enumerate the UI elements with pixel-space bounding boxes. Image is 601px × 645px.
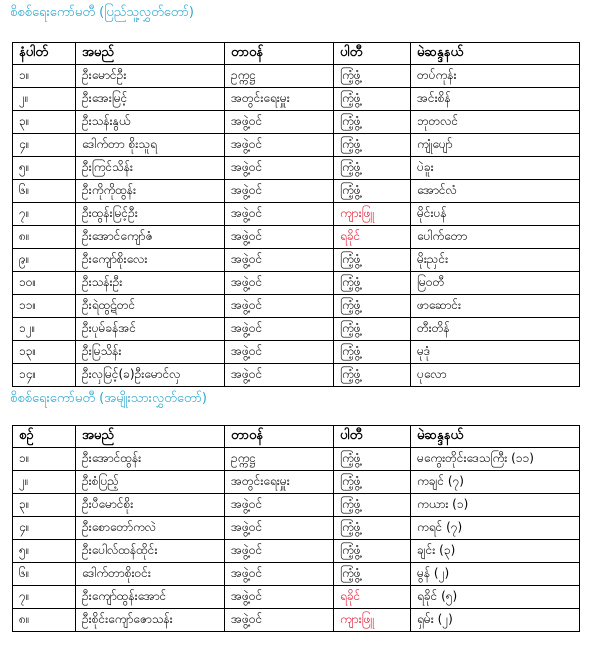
member-party: ကြံ့ဖွံ့: [334, 295, 411, 318]
member-party: ကြံ့ဖွံ့: [334, 272, 411, 295]
member-position: ဥက္ကဋ္ဌ: [225, 65, 334, 88]
column-header-number: နံပါတ်: [13, 43, 76, 65]
member-party: ကျားဖြူ: [334, 609, 411, 632]
member-position: အတွင်းရေးမှူး: [225, 88, 334, 111]
table-row: [13, 249, 580, 272]
member-constituency: ရခိုင် (၅): [411, 586, 580, 609]
member-constituency: မကွေးတိုင်းဒေသကြီး (၁၁): [411, 448, 580, 471]
member-name: ဦးပုမ်ခန်အင်: [76, 318, 225, 341]
table-row: [13, 88, 580, 111]
section-title-amyotha: စိစစ်ရေးကော်မတီ (အမျိုးသားလွှတ်တော်): [10, 391, 207, 406]
member-position: အဖွဲ့ဝင်: [225, 180, 334, 203]
member-name: ဦးအေးမြင့်: [76, 88, 225, 111]
row-number: ၆။: [13, 180, 76, 203]
column-header-constituency: မဲဆန္ဒနယ်: [411, 43, 580, 65]
row-number: ၅။: [13, 540, 76, 563]
row-number: ၁၂။: [13, 318, 76, 341]
member-name: ဦးပီမောင်စိုး: [76, 494, 225, 517]
member-party: ကြံ့ဖွံ့: [334, 448, 411, 471]
member-position: အဖွဲ့ဝင်: [225, 318, 334, 341]
member-constituency: မြဝတီ: [411, 272, 580, 295]
member-party: ကြံ့ဖွံ့: [334, 65, 411, 88]
table-row: [13, 134, 580, 157]
table-row: [13, 295, 580, 318]
member-constituency: တပ်ကုန်း: [411, 65, 580, 88]
row-number: ၃။: [13, 494, 76, 517]
member-position: အဖွဲ့ဝင်: [225, 226, 334, 249]
member-constituency: မိုးညှင်း: [411, 249, 580, 272]
member-party: ကြံ့ဖွံ့: [334, 318, 411, 341]
section-title-pyithu: စိစစ်ရေးကော်မတီ (ပြည်သူ့လွှတ်တော်): [10, 5, 194, 20]
member-constituency: ကရင် (၇): [411, 517, 580, 540]
member-party: ကြံ့ဖွံ့: [334, 180, 411, 203]
member-name: ဦးကျော်ထွန်းအောင်: [76, 586, 225, 609]
member-constituency: ပေါက်တော: [411, 226, 580, 249]
row-number: ၇။: [13, 203, 76, 226]
member-constituency: အောင်လံ: [411, 180, 580, 203]
member-party: ရခိုင်: [334, 226, 411, 249]
member-constituency: ပဲခူး: [411, 157, 580, 180]
row-number: ၁၄။: [13, 364, 76, 387]
member-name: ဦးကိုကိုထွန်း: [76, 180, 225, 203]
row-number: ၂။: [13, 88, 76, 111]
member-name: ဦးစံပြည့်: [76, 471, 225, 494]
row-number: ၈။: [13, 609, 76, 632]
column-header-number: စဉ်: [13, 426, 76, 448]
member-constituency: ကျုံပျော်: [411, 134, 580, 157]
table-row: [13, 203, 580, 226]
table-row: [13, 563, 580, 586]
member-party: ကြံ့ဖွံ့: [334, 88, 411, 111]
member-position: အဖွဲ့ဝင်: [225, 203, 334, 226]
row-number: ၄။: [13, 517, 76, 540]
member-constituency: ကချင် (၇): [411, 471, 580, 494]
member-constituency: မိုင်းပန်: [411, 203, 580, 226]
table-row: [13, 448, 580, 471]
member-constituency: ပုလော: [411, 364, 580, 387]
member-position: အဖွဲ့ဝင်: [225, 341, 334, 364]
table-row: [13, 471, 580, 494]
member-position: အတွင်းရေးမှူး: [225, 471, 334, 494]
column-header-position: တာဝန်: [225, 426, 334, 448]
member-name: ဦးထွန်းမြင့်ဦး: [76, 203, 225, 226]
table-row: [13, 540, 580, 563]
member-position: အဖွဲ့ဝင်: [225, 494, 334, 517]
member-party: ကြံ့ဖွံ့: [334, 471, 411, 494]
member-position: အဖွဲ့ဝင်: [225, 295, 334, 318]
row-number: ၁။: [13, 448, 76, 471]
column-header-party: ပါတီ: [334, 426, 411, 448]
row-number: ၁၃။: [13, 341, 76, 364]
member-name: ဦးလှမြင့်(ခ)ဦးမောင်လှ: [76, 364, 225, 387]
member-name: ဦးအောင်ထွန်း: [76, 448, 225, 471]
table-row: [13, 318, 580, 341]
table-row: [13, 180, 580, 203]
row-number: ၁၁။: [13, 295, 76, 318]
member-party: ကြံ့ဖွံ့: [334, 563, 411, 586]
member-name: ဦးမြသိန်း: [76, 341, 225, 364]
member-constituency: တီးတိန်: [411, 318, 580, 341]
row-number: ၈။: [13, 226, 76, 249]
table-row: [13, 586, 580, 609]
member-party: ကြံ့ဖွံ့: [334, 540, 411, 563]
column-header-position: တာဝန်: [225, 43, 334, 65]
member-name: ဦးပေါလ်ထန်ထိုင်း: [76, 540, 225, 563]
row-number: ၅။: [13, 157, 76, 180]
committee-table-pyithu: [12, 42, 580, 387]
column-header-name: အမည်: [76, 426, 225, 448]
member-position: အဖွဲ့ဝင်: [225, 111, 334, 134]
member-party: ကြံ့ဖွံ့: [334, 157, 411, 180]
table-header-row: [13, 43, 580, 65]
member-name: ဦးကြင်သိန်း: [76, 157, 225, 180]
table-row: [13, 111, 580, 134]
committee-table-amyotha: [12, 425, 580, 632]
row-number: ၁၀။: [13, 272, 76, 295]
member-position: အဖွဲ့ဝင်: [225, 134, 334, 157]
table-row: [13, 226, 580, 249]
table-header-row: [13, 426, 580, 448]
member-position: အဖွဲ့ဝင်: [225, 586, 334, 609]
member-name: ဒေါက်တာစိုးဝင်း: [76, 563, 225, 586]
row-number: ၇။: [13, 586, 76, 609]
member-party: ကြံ့ဖွံ့: [334, 111, 411, 134]
column-header-name: အမည်: [76, 43, 225, 65]
member-party: ကြံ့ဖွံ့: [334, 517, 411, 540]
table-row: [13, 494, 580, 517]
table-row: [13, 609, 580, 632]
member-constituency: အင်းစိန်: [411, 88, 580, 111]
table-row: [13, 272, 580, 295]
member-position: အဖွဲ့ဝင်: [225, 517, 334, 540]
member-name: ဦးစိုင်းကျော်ဇောသန်း: [76, 609, 225, 632]
member-party: ကျားဖြူ: [334, 203, 411, 226]
table-row: [13, 364, 580, 387]
row-number: ၆။: [13, 563, 76, 586]
member-party: ကြံ့ဖွံ့: [334, 341, 411, 364]
member-name: ဦးသန်းနွယ်: [76, 111, 225, 134]
table-row: [13, 341, 580, 364]
table-row: [13, 65, 580, 88]
row-number: ၃။: [13, 111, 76, 134]
member-name: ဦးကျော်စိုးလေး: [76, 249, 225, 272]
member-position: အဖွဲ့ဝင်: [225, 157, 334, 180]
row-number: ၄။: [13, 134, 76, 157]
member-party: ကြံ့ဖွံ့: [334, 249, 411, 272]
member-constituency: ဖာဆောင်း: [411, 295, 580, 318]
member-name: ဒေါက်တာ စိုးသူရ: [76, 134, 225, 157]
member-name: ဦးမောင်ဦး: [76, 65, 225, 88]
member-constituency: မုဒုံ: [411, 341, 580, 364]
row-number: ၂။: [13, 471, 76, 494]
member-party: ကြံ့ဖွံ့: [334, 494, 411, 517]
member-party: ကြံ့ဖွံ့: [334, 364, 411, 387]
member-position: အဖွဲ့ဝင်: [225, 272, 334, 295]
table-body: [13, 448, 580, 632]
member-constituency: မွန် (၂): [411, 563, 580, 586]
table-row: [13, 157, 580, 180]
member-constituency: ရှမ်း (၂): [411, 609, 580, 632]
row-number: ၁။: [13, 65, 76, 88]
member-name: ဦးအောင်ကျော်ဇံ: [76, 226, 225, 249]
member-party: ရခိုင်: [334, 586, 411, 609]
member-name: ဦးသန်းဦး: [76, 272, 225, 295]
member-party: ကြံ့ဖွံ့: [334, 134, 411, 157]
table-row: [13, 517, 580, 540]
member-name: ဦးစောတော်ကလဲ: [76, 517, 225, 540]
row-number: ၉။: [13, 249, 76, 272]
column-header-constituency: မဲဆန္ဒနယ်: [411, 426, 580, 448]
member-position: အဖွဲ့ဝင်: [225, 563, 334, 586]
member-position: ဥက္ကဋ္ဌ: [225, 448, 334, 471]
member-position: အဖွဲ့ဝင်: [225, 609, 334, 632]
member-name: ဦးရဲထွဋ်တင်: [76, 295, 225, 318]
member-position: အဖွဲ့ဝင်: [225, 364, 334, 387]
member-constituency: ချင်း (၃): [411, 540, 580, 563]
member-position: အဖွဲ့ဝင်: [225, 540, 334, 563]
column-header-party: ပါတီ: [334, 43, 411, 65]
member-constituency: ဘုတလင်: [411, 111, 580, 134]
member-position: အဖွဲ့ဝင်: [225, 249, 334, 272]
table-body: [13, 65, 580, 387]
member-constituency: ကယား (၁): [411, 494, 580, 517]
